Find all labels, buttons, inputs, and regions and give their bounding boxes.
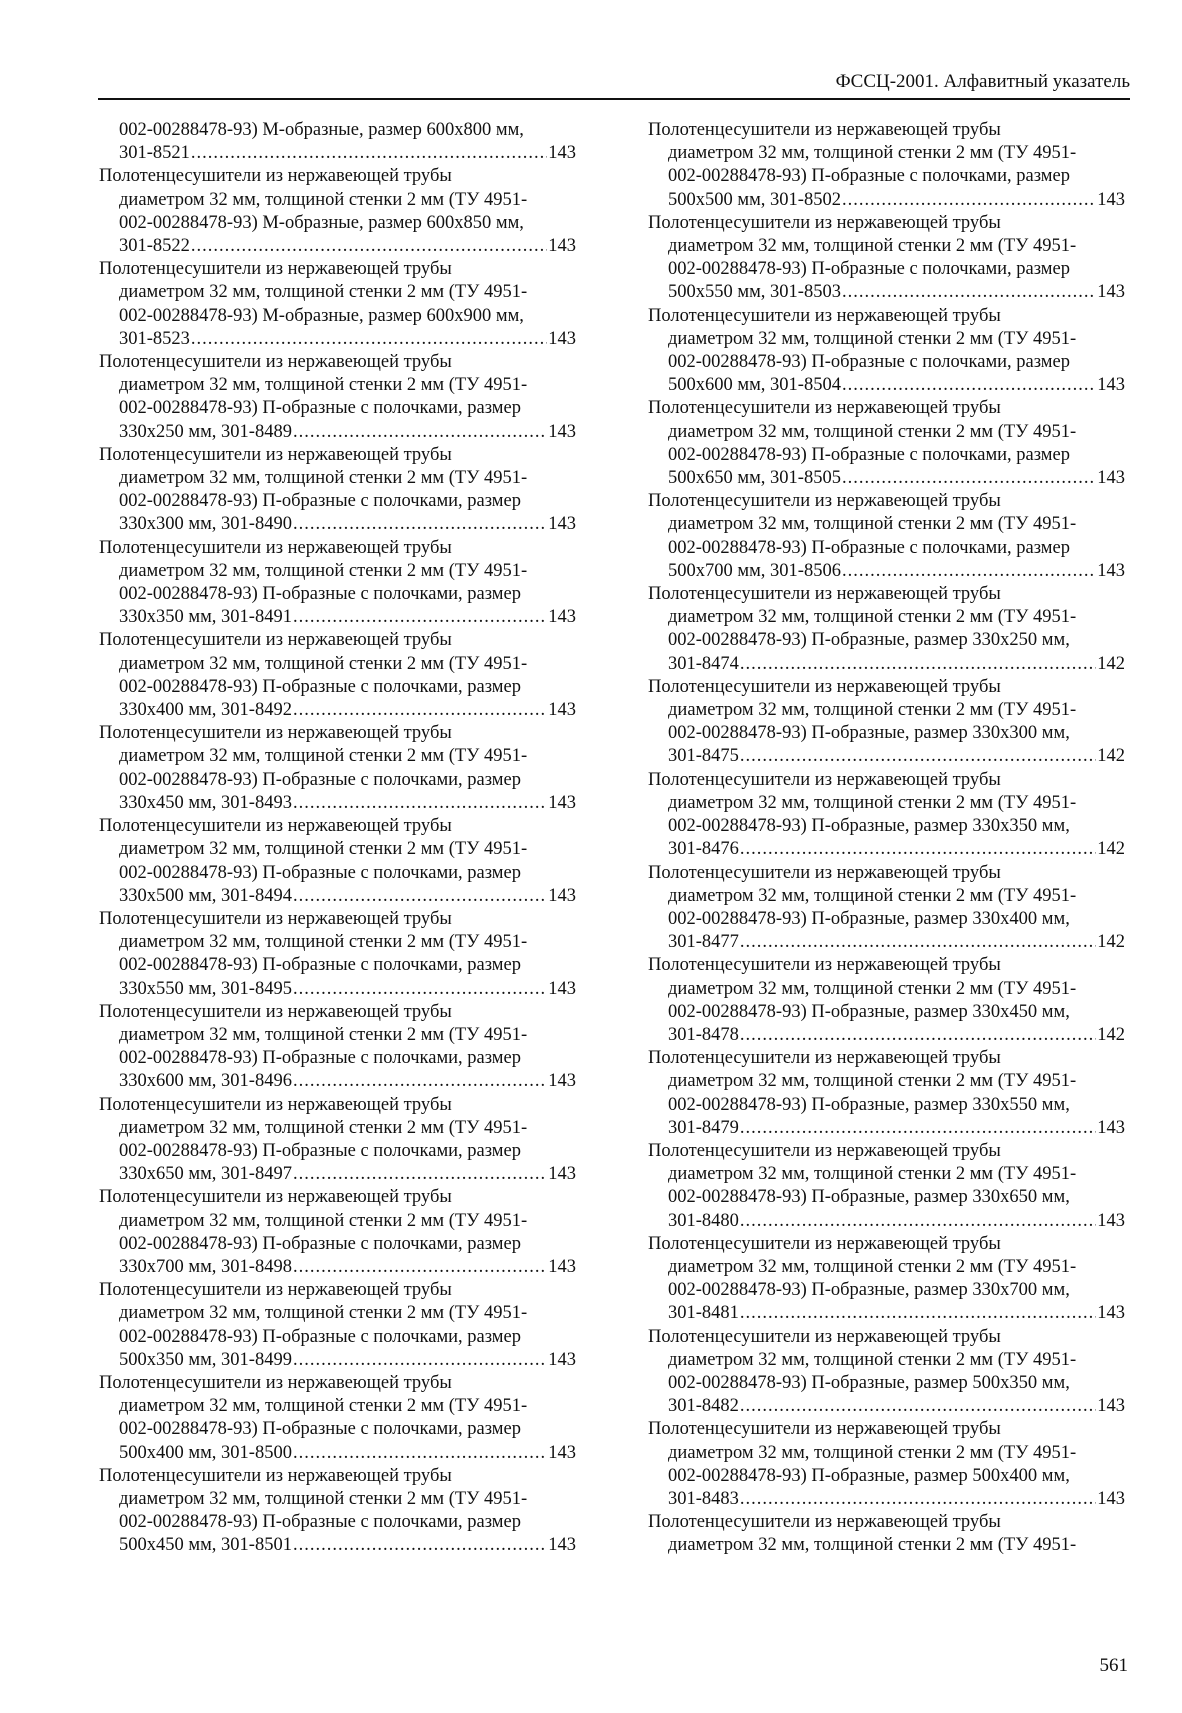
- entry-reference-line: [648, 1210, 1125, 1233]
- entry-list: [99, 165, 576, 1557]
- entry-line: диаметром 32 мм, толщиной стенки 2 мм (ТУ 4951-: [119, 1117, 528, 1138]
- leader-dots: [740, 745, 1096, 768]
- index-entry: [648, 397, 1125, 490]
- entry-line: 002-00288478-93) П-образные, размер 330x650 мм,: [668, 1187, 1070, 1208]
- entry-line: 002-00288478-93) М-образные, размер 600x850 мм,: [119, 212, 524, 233]
- entry-reference-line: [648, 467, 1125, 490]
- entry-page: 143: [548, 700, 576, 721]
- entry-code: 330x700 мм, 301-8498: [119, 1256, 292, 1277]
- entry-line: Полотенцесушители из нержавеющей трубы: [99, 816, 452, 837]
- entry-code: 500x450 мм, 301-8501: [119, 1535, 292, 1556]
- entry-line: Полотенцесушители из нержавеющей трубы: [648, 1512, 1001, 1533]
- entry-page: 143: [1097, 282, 1125, 303]
- entry-line: Полотенцесушители из нержавеющей трубы: [99, 1187, 452, 1208]
- entry-line: диаметром 32 мм, толщиной стенки 2 мм (ТУ 4951-: [119, 282, 528, 303]
- index-entry: [648, 1326, 1125, 1419]
- entry-reference-line: [648, 1395, 1125, 1418]
- index-entry: [99, 908, 576, 1001]
- index-entry: [99, 1279, 576, 1372]
- entry-page: 143: [1097, 375, 1125, 396]
- entry-list: [648, 119, 1125, 1511]
- entry-reference-line: [99, 1256, 576, 1279]
- entry-line: Полотенцесушители из нержавеющей трубы: [648, 769, 1001, 790]
- entry-page: 143: [1097, 468, 1125, 489]
- entry-line: 002-00288478-93) П-образные, размер 330x700 мм,: [668, 1280, 1070, 1301]
- entry-line: диаметром 32 мм, толщиной стенки 2 мм (ТУ 4951-: [119, 653, 528, 674]
- entry-line: диаметром 32 мм, толщиной стенки 2 мм (ТУ 4951-: [119, 375, 528, 396]
- index-entry: [99, 351, 576, 444]
- entry-line: 002-00288478-93) П-образные с полочками, размер: [668, 259, 1070, 280]
- entry-line: 002-00288478-93) П-образные с полочками, размер: [119, 1419, 521, 1440]
- leader-dots: [740, 1488, 1096, 1511]
- entry-line: 002-00288478-93) П-образные, размер 330x300 мм,: [668, 723, 1070, 744]
- entry-code: 301-8522: [119, 236, 190, 257]
- index-entry: [99, 815, 576, 908]
- leader-dots: [740, 1210, 1096, 1233]
- index-entry: [648, 1140, 1125, 1233]
- leader-dots: [191, 328, 547, 351]
- entry-code: 330x250 мм, 301-8489: [119, 421, 292, 442]
- entry-code: 330x400 мм, 301-8492: [119, 700, 292, 721]
- entry-reference-line: [648, 1488, 1125, 1511]
- entry-line: 002-00288478-93) П-образные с полочками, размер: [119, 1326, 521, 1347]
- entry-reference-line: [99, 1163, 576, 1186]
- leader-dots: [293, 1256, 547, 1279]
- index-entry: [99, 537, 576, 630]
- entry-line: Полотенцесушители из нержавеющей трубы: [99, 1280, 452, 1301]
- index-column-left: [99, 119, 576, 1558]
- entry-line: диаметром 32 мм, толщиной стенки 2 мм (ТУ 4951-: [668, 1071, 1077, 1092]
- index-entry: [648, 862, 1125, 955]
- entry-line: 002-00288478-93) П-образные с полочками, размер: [119, 1512, 521, 1533]
- index-entry: [648, 769, 1125, 862]
- header-title: ФССЦ-2001. Алфавитный указатель: [835, 71, 1130, 92]
- entry-page: 143: [1097, 560, 1125, 581]
- index-entry: [99, 1465, 576, 1558]
- entry-page: 143: [1097, 1117, 1125, 1138]
- entry-page: 143: [548, 1349, 576, 1370]
- page-number: 561: [1099, 1655, 1128, 1676]
- entry-line: диаметром 32 мм, толщиной стенки 2 мм (ТУ 4951-: [668, 885, 1077, 906]
- entry-line: 002-00288478-93) П-образные с полочками, размер: [119, 676, 521, 697]
- entry-reference-line: [648, 374, 1125, 397]
- entry-line: Полотенцесушители из нержавеющей трубы: [648, 212, 1001, 233]
- leader-dots: [740, 838, 1096, 861]
- entry-line: 002-00288478-93) П-образные, размер 330x450 мм,: [668, 1001, 1070, 1022]
- entry-line: диаметром 32 мм, толщиной стенки 2 мм (ТУ 4951-: [668, 421, 1077, 442]
- entry-code: 500x350 мм, 301-8499: [119, 1349, 292, 1370]
- running-header: [98, 70, 1130, 100]
- entry-page: 143: [548, 1442, 576, 1463]
- entry-line: Полотенцесушители из нержавеющей трубы: [648, 862, 1001, 883]
- entry-line: Полотенцесушители из нержавеющей трубы: [648, 1140, 1001, 1161]
- entry-line: Полотенцесушители из нержавеющей трубы: [648, 120, 1001, 140]
- index-entry: [99, 444, 576, 537]
- entry-line: Полотенцесушители из нержавеющей трубы: [99, 259, 452, 280]
- entry-line: диаметром 32 мм, толщиной стенки 2 мм (ТУ 4951-: [119, 1396, 528, 1417]
- entry-reference-line: [648, 189, 1125, 212]
- leader-dots: [293, 885, 547, 908]
- entry-reference-line: [648, 838, 1125, 861]
- entry-line: Полотенцесушители из нержавеющей трубы: [648, 305, 1001, 326]
- entry-code: 500x400 мм, 301-8500: [119, 1442, 292, 1463]
- index-entry: [648, 1233, 1125, 1326]
- entry-page: 143: [548, 421, 576, 442]
- entry-page: 142: [1097, 839, 1125, 860]
- entry-code: 500x600 мм, 301-8504: [668, 375, 841, 396]
- entry-line: 002-00288478-93) П-образные, размер 330x400 мм,: [668, 908, 1070, 929]
- entry-line: диаметром 32 мм, толщиной стенки 2 мм (ТУ 4951-: [668, 607, 1077, 628]
- entry-line: диаметром 32 мм, толщиной стенки 2 мм (ТУ 4951-: [668, 978, 1077, 999]
- entry-line: Полотенцесушители из нержавеющей трубы: [648, 1419, 1001, 1440]
- index-entry: [99, 165, 576, 258]
- entry-line: диаметром 32 мм, толщиной стенки 2 мм (ТУ 4951-: [119, 932, 528, 953]
- entry-line: Полотенцесушители из нержавеющей трубы: [99, 444, 452, 465]
- leader-dots: [293, 606, 547, 629]
- entry-line: диаметром 32 мм, толщиной стенки 2 мм (ТУ 4951-: [668, 1256, 1077, 1277]
- leader-dots: [293, 699, 547, 722]
- leader-dots: [842, 374, 1096, 397]
- leader-dots: [740, 1395, 1096, 1418]
- index-entry: [648, 490, 1125, 583]
- entry-code: 301-8479: [668, 1117, 739, 1138]
- entry-line: диаметром 32 мм, толщиной стенки 2 мм (ТУ 4951-: [119, 839, 528, 860]
- entry-reference-line: [99, 699, 576, 722]
- entry-line: 002-00288478-93) П-образные с полочками, размер: [668, 166, 1070, 187]
- entry-reference-line: [648, 1302, 1125, 1325]
- index-entry: [648, 676, 1125, 769]
- entry-reference-line: [99, 885, 576, 908]
- index-entry: [99, 1186, 576, 1279]
- leader-dots: [293, 1442, 547, 1465]
- leader-dots: [293, 978, 547, 1001]
- entry-line: 002-00288478-93) П-образные, размер 330x350 мм,: [668, 816, 1070, 837]
- entry-reference-line: [99, 142, 576, 165]
- entry-reference-line: [99, 421, 576, 444]
- entry-page: 143: [548, 236, 576, 257]
- entry-line: 002-00288478-93) П-образные, размер 330x250 мм,: [668, 630, 1070, 651]
- entry-code: 330x500 мм, 301-8494: [119, 885, 292, 906]
- entry-code: 330x350 мм, 301-8491: [119, 607, 292, 628]
- entry-line: 002-00288478-93) П-образные с полочками, размер: [668, 444, 1070, 465]
- entry-code: 301-8483: [668, 1488, 739, 1509]
- entry-line: диаметром 32 мм, толщиной стенки 2 мм (ТУ 4951-: [668, 236, 1077, 257]
- leader-dots: [293, 792, 547, 815]
- entry-line: 002-00288478-93) П-образные с полочками, размер: [119, 584, 521, 605]
- entry-code: 500x650 мм, 301-8505: [668, 468, 841, 489]
- index-entry: [648, 954, 1125, 1047]
- entry-line: диаметром 32 мм, толщиной стенки 2 мм (ТУ 4951-: [119, 1210, 528, 1231]
- index-entry: [99, 722, 576, 815]
- entry-code: 330x600 мм, 301-8496: [119, 1071, 292, 1092]
- index-entry: [648, 1418, 1125, 1511]
- entry-page: 143: [548, 1256, 576, 1277]
- entry-code: 500x550 мм, 301-8503: [668, 282, 841, 303]
- index-entry: [99, 1094, 576, 1187]
- entry-reference-line: [99, 513, 576, 536]
- entry-code: 301-8521: [119, 143, 190, 164]
- entry-code: 330x650 мм, 301-8497: [119, 1164, 292, 1185]
- entry-line: 002-00288478-93) М-образные, размер 600x800 мм,: [119, 120, 524, 140]
- entry-line: 002-00288478-93) П-образные, размер 500x350 мм,: [668, 1372, 1070, 1393]
- entry-line: диаметром 32 мм, толщиной стенки 2 мм (ТУ 4951-: [119, 468, 528, 489]
- entry-page: 143: [548, 978, 576, 999]
- entry-page: 142: [1097, 746, 1125, 767]
- entry-line: 002-00288478-93) П-образные с полочками, размер: [119, 769, 521, 790]
- entry-line: диаметром 32 мм, толщиной стенки 2 мм (ТУ 4951-: [119, 1024, 528, 1045]
- entry-code: 301-8474: [668, 653, 739, 674]
- entry-code: 330x550 мм, 301-8495: [119, 978, 292, 999]
- entry-code: 301-8476: [668, 839, 739, 860]
- leader-dots: [293, 1349, 547, 1372]
- entry-line: 002-00288478-93) П-образные, размер 500x400 мм,: [668, 1465, 1070, 1486]
- entry-page: 143: [548, 143, 576, 164]
- entry-line: Полотенцесушители из нержавеющей трубы: [99, 537, 452, 558]
- entry-line: Полотенцесушители из нержавеющей трубы: [99, 723, 452, 744]
- entry-page: 143: [1097, 1396, 1125, 1417]
- index-entry: [648, 1047, 1125, 1140]
- entry-line: Полотенцесушители из нержавеющей трубы: [99, 1372, 452, 1393]
- entry-code: 500x700 мм, 301-8506: [668, 560, 841, 581]
- entry-code: 301-8477: [668, 932, 739, 953]
- entry-page: 143: [548, 1164, 576, 1185]
- entry-code: 301-8478: [668, 1024, 739, 1045]
- leader-dots: [842, 467, 1096, 490]
- entry-line: 002-00288478-93) П-образные с полочками, размер: [119, 491, 521, 512]
- entry-code: 301-8481: [668, 1303, 739, 1324]
- entry-page: 143: [548, 885, 576, 906]
- entry-line: 002-00288478-93) П-образные с полочками, размер: [119, 1140, 521, 1161]
- leader-dots: [293, 1163, 547, 1186]
- entry-line: диаметром 32 мм, толщиной стенки 2 мм (ТУ 4951-: [668, 792, 1077, 813]
- leader-dots: [740, 1024, 1096, 1047]
- index-entry-partial: [648, 1511, 1125, 1557]
- index-entry-continued: [99, 119, 576, 165]
- leader-dots: [842, 560, 1096, 583]
- entry-line: диаметром 32 мм, толщиной стенки 2 мм (ТУ 4951-: [668, 1442, 1077, 1463]
- entry-code: 330x300 мм, 301-8490: [119, 514, 292, 535]
- entry-reference-line: [99, 235, 576, 258]
- entry-page: 143: [548, 1071, 576, 1092]
- entry-reference-line: [99, 1070, 576, 1093]
- entry-page: 143: [1097, 189, 1125, 210]
- entry-page: 143: [1097, 1488, 1125, 1509]
- leader-dots: [842, 189, 1096, 212]
- leader-dots: [293, 1534, 547, 1557]
- entry-reference-line: [99, 1534, 576, 1557]
- leader-dots: [740, 1117, 1096, 1140]
- entry-reference-line: [99, 792, 576, 815]
- entry-reference-line: [99, 328, 576, 351]
- entry-line: Полотенцесушители из нержавеющей трубы: [648, 584, 1001, 605]
- entry-page: 143: [548, 792, 576, 813]
- leader-dots: [842, 281, 1096, 304]
- entry-line: Полотенцесушители из нержавеющей трубы: [648, 1233, 1001, 1254]
- index-entry: [99, 258, 576, 351]
- entry-page: 143: [548, 514, 576, 535]
- entry-code: 330x450 мм, 301-8493: [119, 792, 292, 813]
- entry-reference-line: [99, 606, 576, 629]
- entry-reference-line: [648, 653, 1125, 676]
- leader-dots: [740, 1302, 1096, 1325]
- entry-page: 142: [1097, 653, 1125, 674]
- entry-line: Полотенцесушители из нержавеющей трубы: [99, 352, 452, 373]
- entry-page: 142: [1097, 1024, 1125, 1045]
- entry-line: Полотенцесушители из нержавеющей трубы: [99, 1094, 452, 1115]
- entry-page: 143: [548, 328, 576, 349]
- entry-line: Полотенцесушители из нержавеющей трубы: [648, 398, 1001, 419]
- entry-line: 002-00288478-93) П-образные с полочками, размер: [119, 398, 521, 419]
- entry-reference-line: [99, 978, 576, 1001]
- entry-page: 143: [1097, 1303, 1125, 1324]
- entry-line: 002-00288478-93) П-образные с полочками, размер: [668, 352, 1070, 373]
- entry-line: Полотенцесушители из нержавеющей трубы: [648, 1048, 1001, 1069]
- entry-line: диаметром 32 мм, толщиной стенки 2 мм (ТУ 4951-: [119, 560, 528, 581]
- leader-dots: [740, 931, 1096, 954]
- entry-reference-line: [648, 1117, 1125, 1140]
- entry-line: диаметром 32 мм, толщиной стенки 2 мм (ТУ 4951-: [668, 143, 1077, 164]
- entry-line: Полотенцесушители из нержавеющей трубы: [99, 1465, 452, 1486]
- entry-code: 301-8523: [119, 328, 190, 349]
- entry-line: диаметром 32 мм, толщиной стенки 2 мм (ТУ 4951-: [668, 514, 1077, 535]
- entry-line: Полотенцесушители из нержавеющей трубы: [648, 1326, 1001, 1347]
- entry-page: 142: [1097, 932, 1125, 953]
- entry-line: 002-00288478-93) П-образные с полочками, размер: [119, 1233, 521, 1254]
- entry-reference-line: [648, 745, 1125, 768]
- entry-line: диаметром 32 мм, толщиной стенки 2 мм (ТУ 4951-: [668, 1349, 1077, 1370]
- entry-page: 143: [548, 607, 576, 628]
- index-entry: [99, 1001, 576, 1094]
- entry-reference-line: [99, 1442, 576, 1465]
- entry-line: 002-00288478-93) П-образные с полочками, размер: [119, 955, 521, 976]
- index-entry: [648, 212, 1125, 305]
- index-entry: [648, 305, 1125, 398]
- index-entry: [648, 119, 1125, 212]
- entry-page: 143: [548, 1535, 576, 1556]
- entry-line: диаметром 32 мм, толщиной стенки 2 мм (ТУ 4951-: [119, 1303, 528, 1324]
- leader-dots: [740, 653, 1096, 676]
- index-entry: [99, 1372, 576, 1465]
- entry-line: диаметром 32 мм, толщиной стенки 2 мм (ТУ 4951-: [668, 1164, 1077, 1185]
- entry-reference-line: [648, 931, 1125, 954]
- entry-reference-line: [99, 1349, 576, 1372]
- entry-line: диаметром 32 мм, толщиной стенки 2 мм (ТУ 4951-: [668, 328, 1077, 349]
- leader-dots: [293, 1070, 547, 1093]
- entry-line: Полотенцесушители из нержавеющей трубы: [99, 1001, 452, 1022]
- index-entry: [99, 629, 576, 722]
- entry-reference-line: [648, 1024, 1125, 1047]
- index-column-right: [648, 119, 1125, 1558]
- leader-dots: [293, 513, 547, 536]
- entry-code: 301-8480: [668, 1210, 739, 1231]
- leader-dots: [293, 421, 547, 444]
- entry-code: 301-8482: [668, 1396, 739, 1417]
- entry-page: 143: [1097, 1210, 1125, 1231]
- entry-line: Полотенцесушители из нержавеющей трубы: [99, 630, 452, 651]
- entry-line: диаметром 32 мм, толщиной стенки 2 мм (ТУ 4951-: [668, 700, 1077, 721]
- entry-line: 002-00288478-93) М-образные, размер 600x900 мм,: [119, 305, 524, 326]
- entry-line: Полотенцесушители из нержавеющей трубы: [99, 908, 452, 929]
- leader-dots: [191, 235, 547, 258]
- entry-line: диаметром 32 мм, толщиной стенки 2 мм (ТУ 4951-: [119, 746, 528, 767]
- entry-line: 002-00288478-93) П-образные, размер 330x550 мм,: [668, 1094, 1070, 1115]
- entry-line: Полотенцесушители из нержавеющей трубы: [648, 676, 1001, 697]
- entry-line: 002-00288478-93) П-образные с полочками, размер: [119, 862, 521, 883]
- entry-code: 500x500 мм, 301-8502: [668, 189, 841, 210]
- entry-line: Полотенцесушители из нержавеющей трубы: [648, 491, 1001, 512]
- entry-code: 301-8475: [668, 746, 739, 767]
- entry-line: Полотенцесушители из нержавеющей трубы: [648, 955, 1001, 976]
- index-entry: [648, 583, 1125, 676]
- entry-line: 002-00288478-93) П-образные с полочками, размер: [119, 1048, 521, 1069]
- entry-line: диаметром 32 мм, толщиной стенки 2 мм (ТУ 4951-: [119, 189, 528, 210]
- entry-line: 002-00288478-93) П-образные с полочками, размер: [668, 537, 1070, 558]
- entry-line: диаметром 32 мм, толщиной стенки 2 мм (ТУ 4951-: [119, 1488, 528, 1509]
- entry-reference-line: [648, 560, 1125, 583]
- entry-reference-line: [648, 281, 1125, 304]
- entry-line: диаметром 32 мм, толщиной стенки 2 мм (ТУ 4951-: [668, 1535, 1077, 1556]
- entry-line: Полотенцесушители из нержавеющей трубы: [99, 166, 452, 187]
- leader-dots: [191, 142, 547, 165]
